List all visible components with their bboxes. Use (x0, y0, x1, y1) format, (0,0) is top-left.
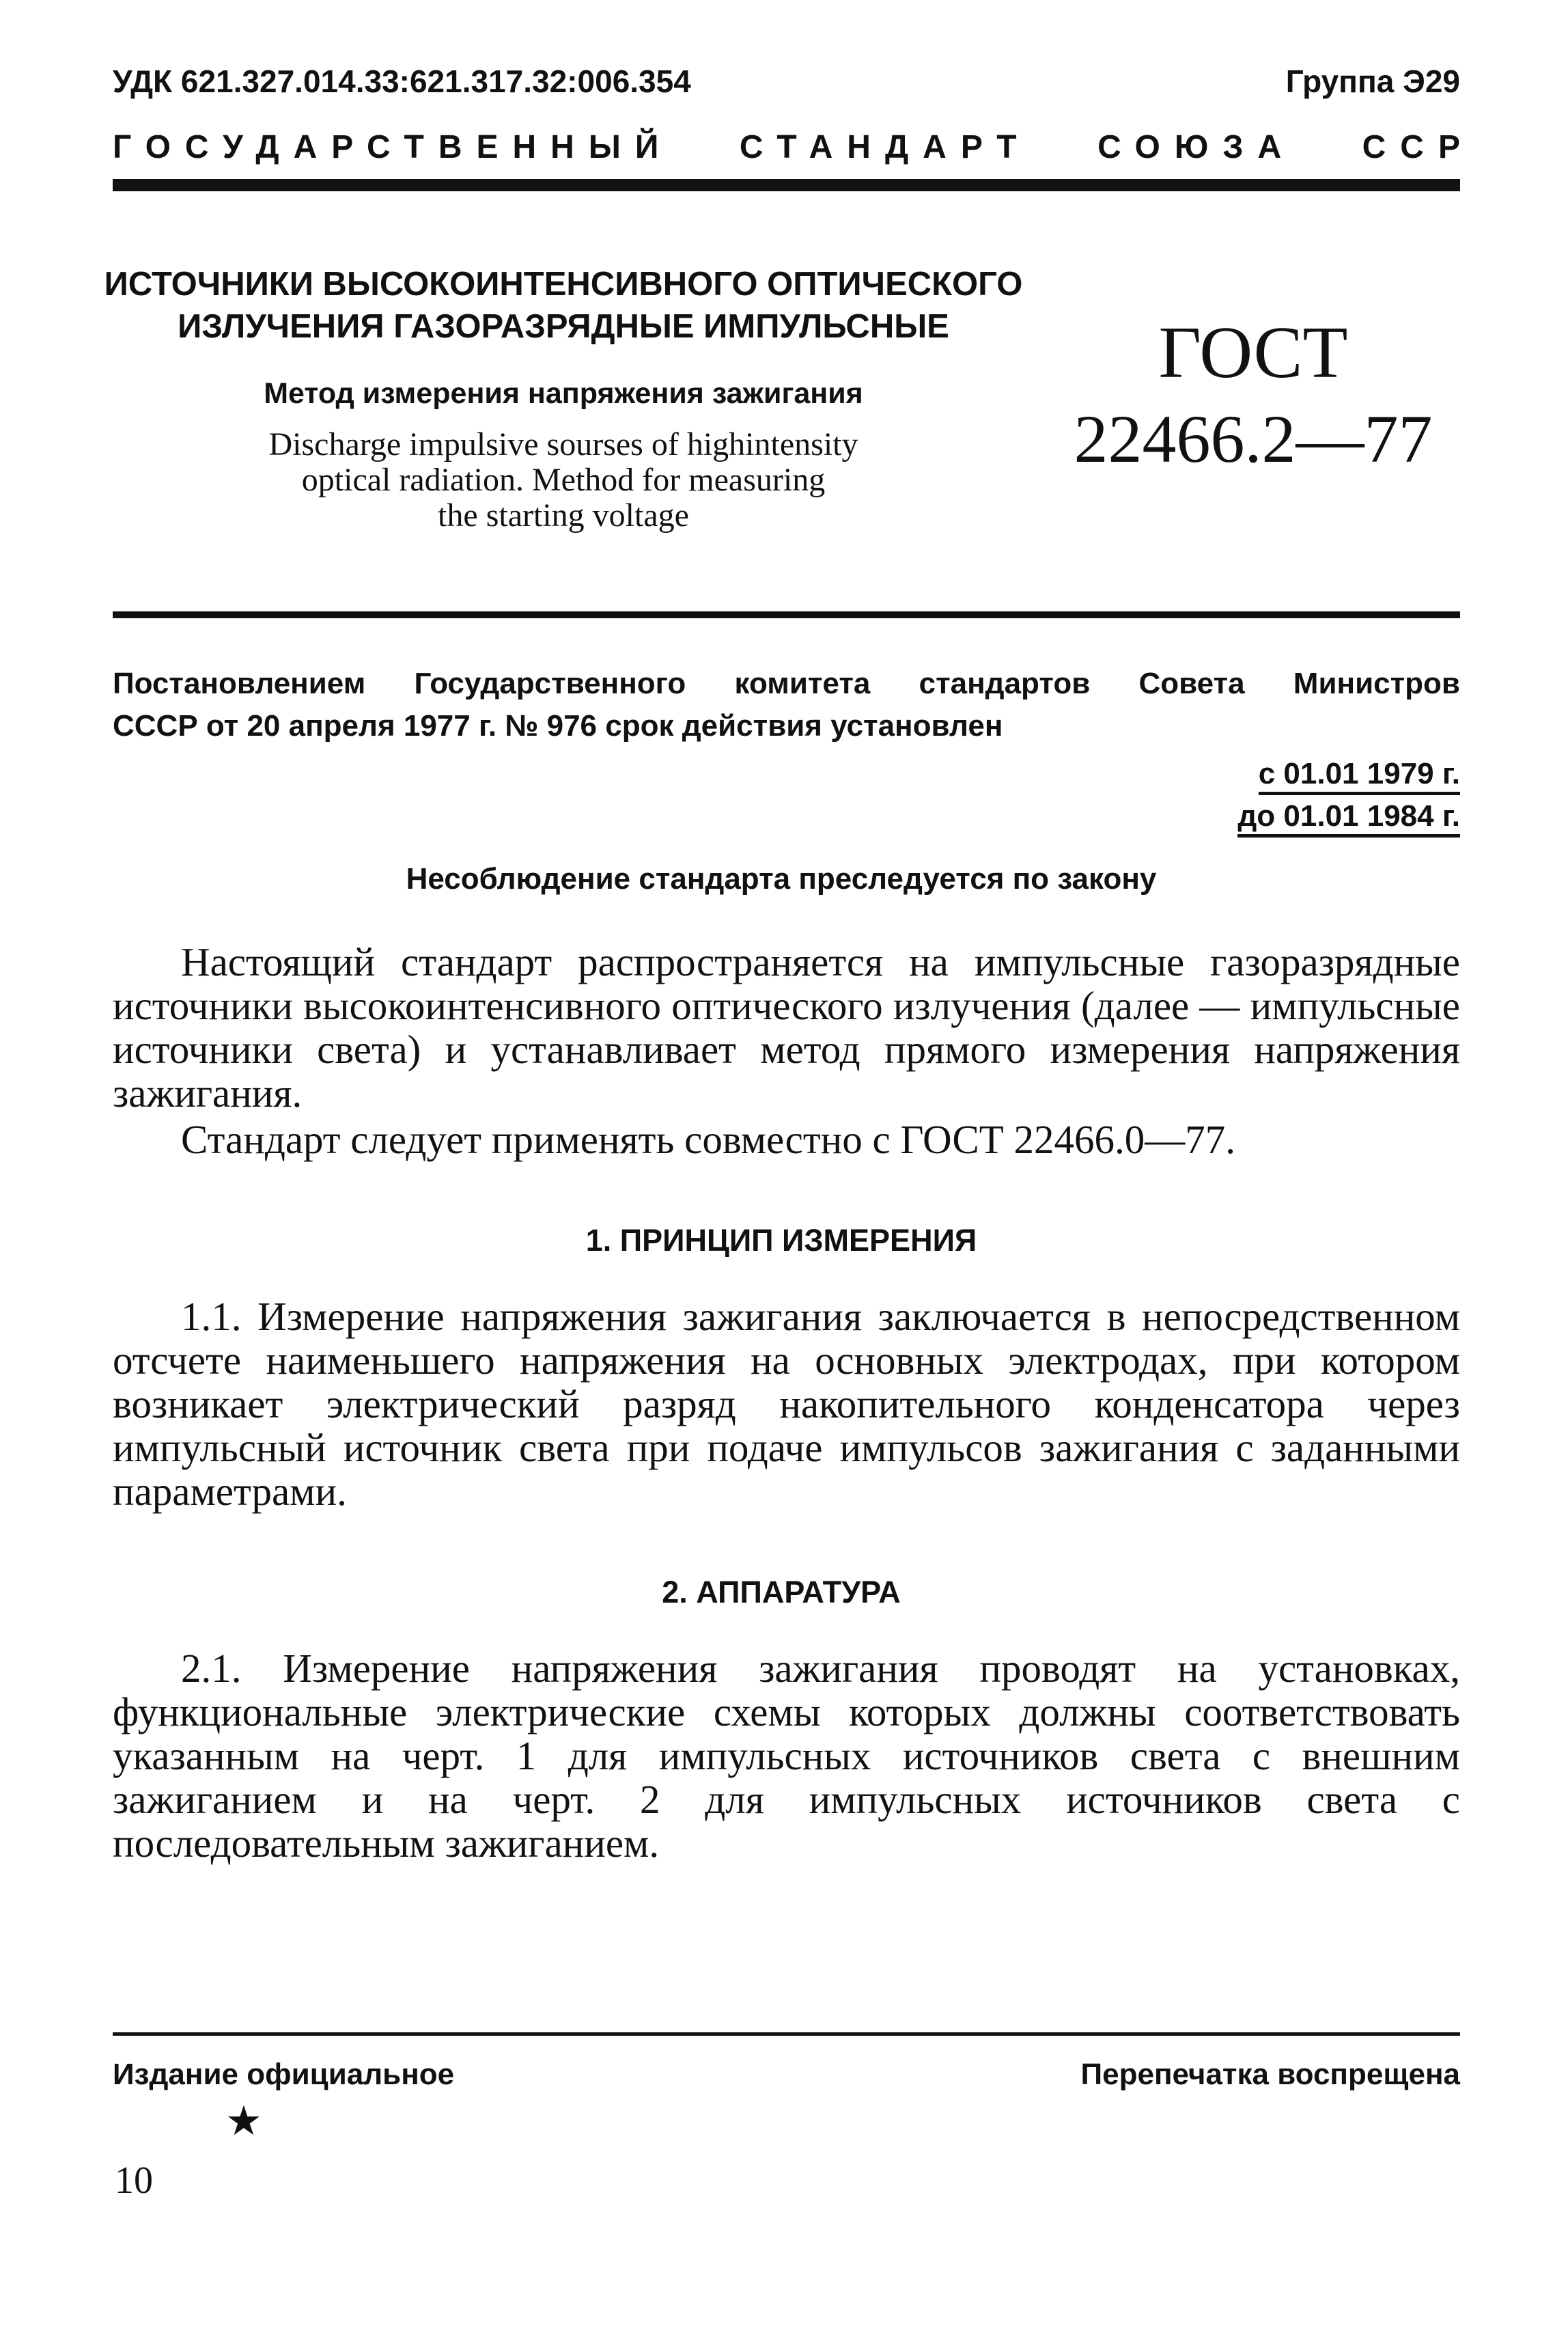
resolution-word: стандартов (919, 667, 1091, 700)
footer-rule (113, 2032, 1460, 2036)
title-rule (113, 611, 1460, 618)
resolution-text (113, 663, 1460, 747)
resolution-word: Министров (1293, 667, 1460, 700)
intro-paragraph (113, 940, 1460, 1115)
gost-label: ГОСТ (1158, 312, 1348, 393)
gost-number: 22466.2—77 (1074, 401, 1433, 477)
intro-paragraph (113, 1118, 1460, 1161)
state-standard-word: ГОСУДАРСТВЕННЫЙ (113, 129, 673, 165)
state-standard-word: ССР (1362, 129, 1474, 165)
section-paragraph (113, 1295, 1460, 1513)
resolution-word: Постановлением (113, 667, 366, 700)
english-title (102, 427, 1024, 534)
title-line: ИЗЛУЧЕНИЯ ГАЗОРАЗРЯДНЫЕ ИМПУЛЬСНЫЕ (178, 308, 949, 345)
reprint-prohibited-label: Перепечатка воспрещена (1080, 2058, 1460, 2091)
resolution-line (113, 663, 1460, 705)
paragraph-text: 1.1. Измерение напряжения зажигания заключается в непосредственном отсчете наименьшего напряжения на основных электродах, при котором возникает электрический разряд накопительного конденсатора через импульсный источник света при подаче импульсов зажигания с заданными параметрами. (113, 1294, 1460, 1514)
paragraph-text: 2.1. Измерение напряжения зажигания проводят на установках, функциональные электрические схемы которых должны соответствовать указанным на черт. 1 для импульсных источников света с внешним зажиганием и на черт. 2 для импульсных источников света с последовательным зажиганием. (113, 1646, 1460, 1866)
udk-code: УДК 621.327.014.33:621.317.32:006.354 (113, 64, 691, 99)
date-to: до 01.01 1984 г. (1237, 799, 1460, 838)
document-title (102, 263, 1024, 348)
english-title-line: Discharge impulsive sourses of highintensity (268, 426, 858, 462)
state-standard-word: СТАНДАРТ (739, 129, 1031, 165)
date-from: с 01.01 1979 г. (1259, 757, 1460, 795)
method-subtitle: Метод измерения напряжения зажигания (264, 377, 863, 410)
group-code: Группа Э29 (1285, 64, 1460, 99)
state-standard-word: СОЮЗА (1097, 129, 1296, 165)
resolution-line: СССР от 20 апреля 1977 г. № 976 срок действия установлен (113, 709, 1003, 743)
resolution-word: Государственного (414, 667, 686, 700)
official-edition-label: Издание официальное (113, 2058, 455, 2091)
paragraph-text: Стандарт следует применять совместно с ГОСТ 22466.0—77. (181, 1117, 1235, 1162)
title-line: ИСТОЧНИКИ ВЫСОКОИНТЕНСИВНОГО ОПТИЧЕСКОГО (104, 266, 1023, 303)
state-standard-heading (113, 128, 1474, 166)
header-rule (113, 179, 1460, 191)
resolution-word: комитета (734, 667, 871, 700)
english-title-line: the starting voltage (438, 497, 689, 534)
section-heading: 2. АППАРАТУРА (662, 1575, 901, 1609)
paragraph-text: Настоящий стандарт распространяется на импульсные газоразрядные источники высокоинтенсивного оптического излучения (далее — импульсные источники света) и устанавливает метод прямого измерения напряжения зажигания. (113, 939, 1460, 1116)
section-paragraph (113, 1646, 1460, 1865)
noncompliance-notice: Несоблюдение стандарта преследуется по закону (406, 862, 1157, 896)
page-number: 10 (115, 2159, 153, 2202)
english-title-line: optical radiation. Method for measuring (301, 462, 826, 498)
star-icon: ★ (225, 2097, 262, 2145)
resolution-word: Совета (1138, 667, 1245, 700)
validity-dates (1237, 753, 1460, 838)
section-heading: 1. ПРИНЦИП ИЗМЕРЕНИЯ (585, 1223, 977, 1258)
